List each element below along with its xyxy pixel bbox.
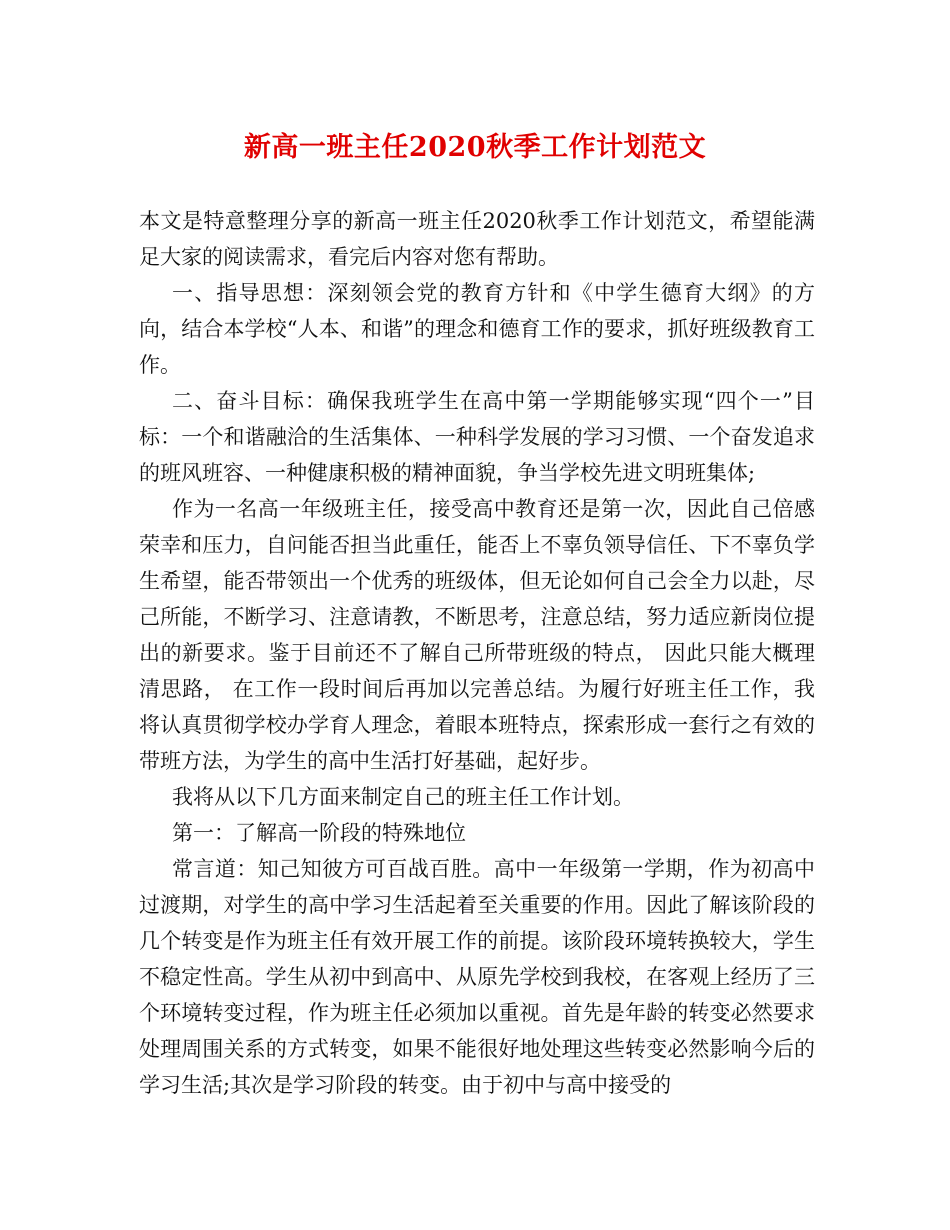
transition-paragraph: 常言道：知己知彼方可百战百胜。高中一年级第一学期，作为初高中过渡期，对学生的高中学习生活起着至关重要的作用。因此了解该阶段的几个转变是作为班主任有效开展工作的前提。该阶段环境转换较大，学生不稳定性高。学生从初中到高中、从原先学校到我校，在客观上经历了三个环境转变过程，作为班主任必须加以重视。首先是年龄的转变必然要求处理周围关系的方式转变，如果不能很好地处理这些转变必然影响今后的学习生活;其次是学习阶段的转变。由于初中与高中接受的	[139, 857, 815, 1097]
plan-intro-paragraph: 我将从以下几方面来制定自己的班主任工作计划。	[172, 785, 634, 809]
goals-paragraph: 二、奋斗目标：确保我班学生在高中第一学期能够实现“四个一”目标：一个和谐融洽的生活集体、一种科学发展的学习习惯、一个奋发追求的班风班容、一种健康积极的精神面貌，争当学校先进文明班集体;	[139, 389, 815, 485]
guiding-ideology-paragraph: 一、指导思想：深刻领会党的教育方针和《中学生德育大纲》的方向，结合本学校“人本、和谐”的理念和德育工作的要求，抓好班级教育工作。	[139, 281, 815, 377]
document-body	[139, 203, 815, 1103]
document-title: 新高一班主任2020秋季工作计划范文	[243, 132, 707, 163]
role-paragraph: 作为一名高一年级班主任，接受高中教育还是第一次，因此自己倍感荣幸和压力，自问能否担当此重任，能否上不辜负领导信任、下不辜负学生希望，能否带领出一个优秀的班级体，但无论如何自己会全力以赴，尽己所能，不断学习、注意请教，不断思考，注意总结，努力适应新岗位提出的新要求。鉴于目前还不了解自己所带班级的特点， 因此只能大概理清思路， 在工作一段时间后再加以完善总结。为履行好班主任工作，我将认真贯彻学校办学育人理念，着眼本班特点，探索形成一套行之有效的带班方法，为学生的高中生活打好基础，起好步。	[139, 497, 815, 773]
intro-paragraph: 本文是特意整理分享的新高一班主任2020秋季工作计划范文，希望能满足大家的阅读需求，看完后内容对您有帮助。	[139, 209, 815, 269]
section-heading-first: 第一：了解高一阶段的特殊地位	[172, 821, 466, 845]
